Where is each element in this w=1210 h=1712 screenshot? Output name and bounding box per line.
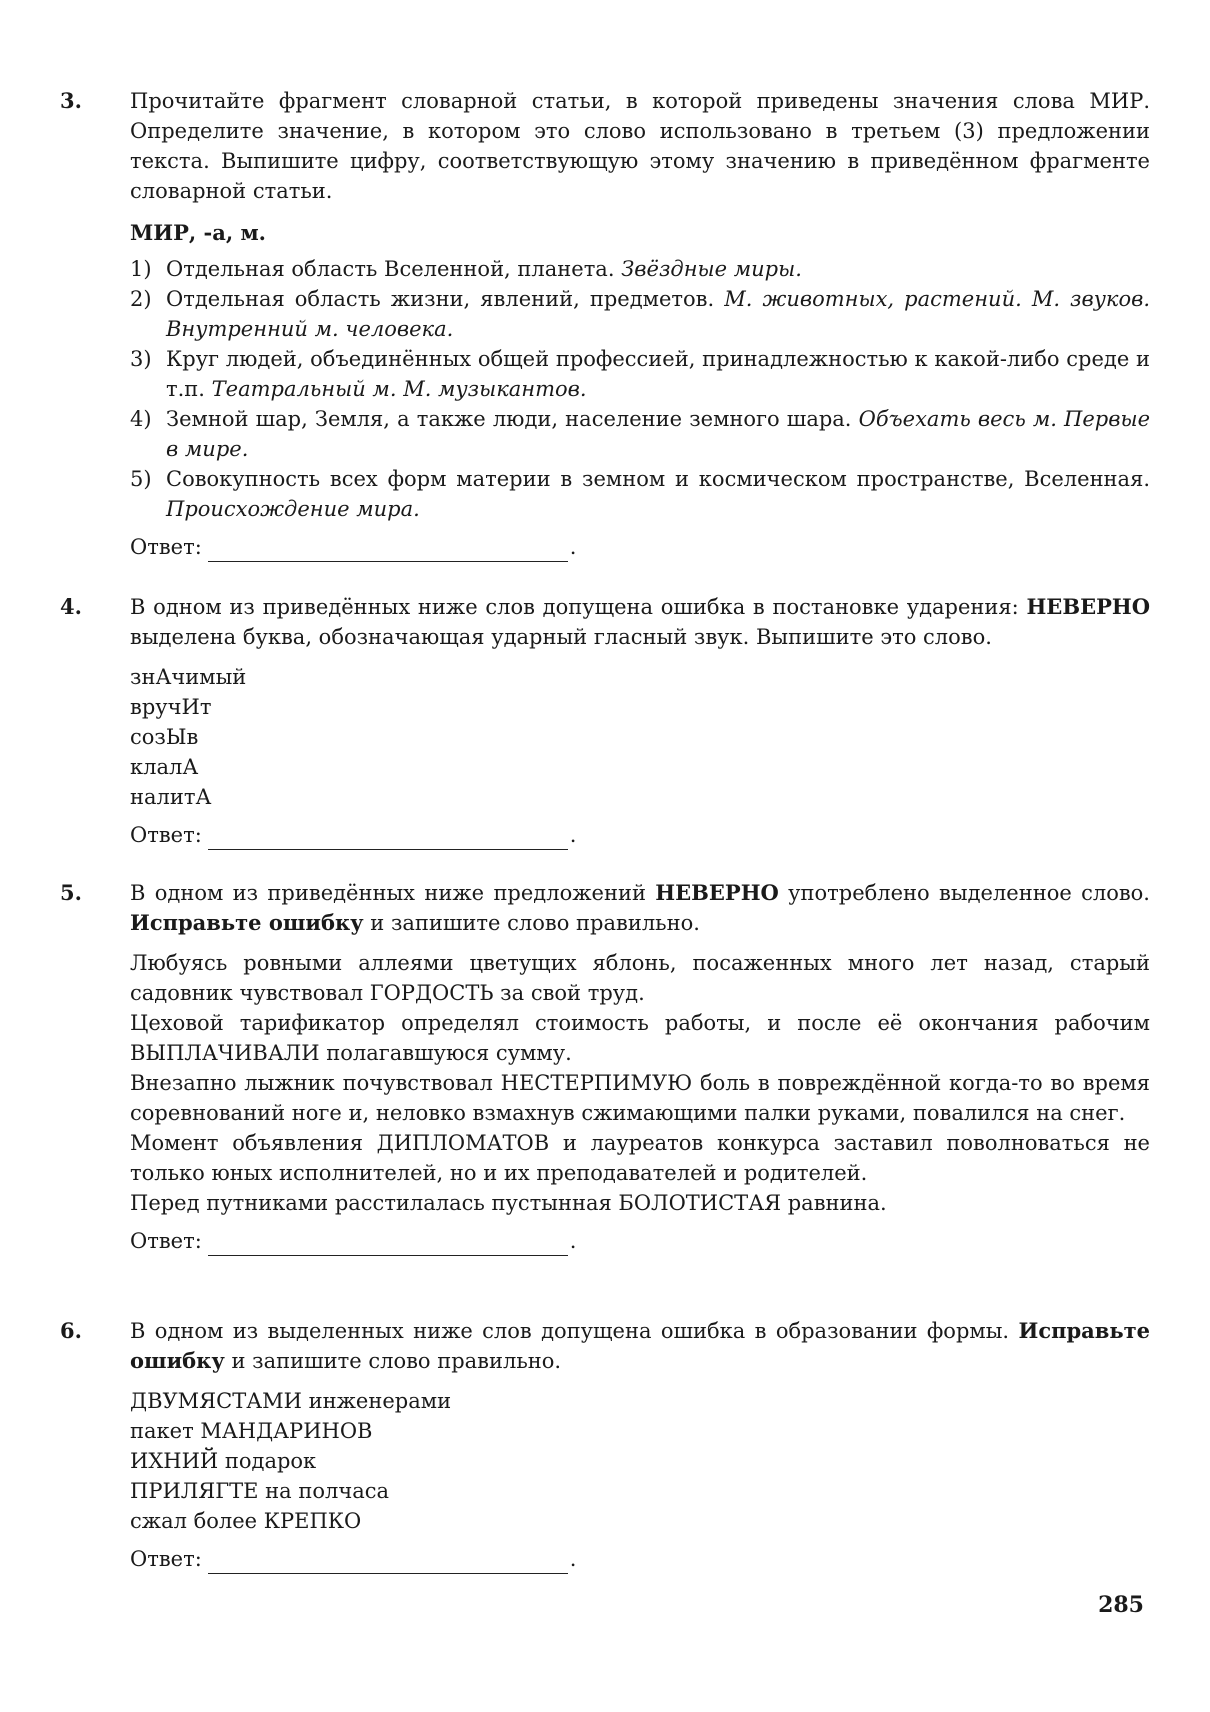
answer-field[interactable]: [208, 539, 568, 562]
list-item: ПРИЛЯГТЕ на полчаса: [130, 1479, 390, 1503]
list-item: пакет МАНДАРИНОВ: [130, 1419, 373, 1443]
meaning-item: 3) Круг людей, объединённых общей профессией, принадлежностью к какой-либо среде и т.п. Театральный м. М. музыкантов.: [130, 347, 1150, 401]
list-item: Перед путниками расстилалась пустынная БОЛОТИСТАЯ равнина.: [130, 1191, 887, 1215]
answer-field[interactable]: [208, 1551, 568, 1574]
list-item: Любуясь ровными аллеями цветущих яблонь, посаженных много лет назад, старый садовник чувствовал ГОРДОСТЬ за свой труд.: [130, 951, 1150, 1005]
list-item: налитА: [130, 785, 212, 809]
sentence-list: [130, 948, 1150, 1218]
list-item: Момент объявления ДИПЛОМАТОВ и лауреатов конкурса заставил поволноваться не только юных исполнителей, но и их преподавателей и родителей.: [130, 1131, 1150, 1185]
dictionary-lemma: МИР, -а, м.: [130, 220, 266, 245]
task-intro: В одном из выделенных ниже слов допущена ошибка в образовании формы. Исправьте ошибку и запишите слово правильно.: [130, 1318, 1150, 1373]
phrase-list: [130, 1386, 1150, 1536]
list-item: ДВУМЯСТАМИ инженерами: [130, 1389, 452, 1413]
list-item: сжал более КРЕПКО: [130, 1509, 362, 1533]
list-item: знАчимый: [130, 665, 247, 689]
task-intro: Прочитайте фрагмент словарной статьи, в которой приведены значения слова МИР. Определите значение, в котором это слово использовано в третьем (3) предложении текста. Выпишите цифру, соответствующую этому значению в приведённом фрагменте словарной статьи.: [130, 89, 1150, 203]
answer-row: Ответ: .: [130, 1544, 1150, 1574]
list-item: вручИт: [130, 695, 212, 719]
meaning-item: 2) Отдельная область жизни, явлений, предметов. М. животных, растений. М. звуков. Внутренний м. человека.: [130, 287, 1150, 341]
answer-label: Ответ:: [130, 823, 202, 847]
answer-field[interactable]: [208, 827, 568, 850]
list-item: созЫв: [130, 725, 199, 749]
task-intro: В одном из приведённых ниже слов допущена ошибка в постановке ударения: НЕВЕРНО выделена буква, обозначающая ударный гласный звук. Выпишите это слово.: [130, 594, 1150, 649]
task-number: 4.: [60, 594, 82, 619]
answer-row: Ответ: .: [130, 820, 1150, 850]
meaning-item: 5) Совокупность всех форм материи в земном и космическом пространстве, Вселенная. Происхождение мира.: [130, 467, 1150, 521]
word-list: [130, 662, 1150, 812]
meaning-item: 4) Земной шар, Земля, а также люди, население земного шара. Объехать весь м. Первые в мире.: [130, 407, 1150, 461]
task-number: 3.: [60, 88, 82, 113]
list-item: Цеховой тарификатор определял стоимость работы, и после её окончания рабочим ВЫПЛАЧИВАЛИ полагавшуюся сумму.: [130, 1011, 1150, 1065]
task-number: 5.: [60, 880, 82, 905]
answer-label: Ответ:: [130, 1229, 202, 1253]
answer-row: Ответ: .: [130, 532, 1150, 562]
answer-row: Ответ: .: [130, 1226, 1150, 1256]
task-intro: В одном из приведённых ниже предложений НЕВЕРНО употреблено выделенное слово. Исправьте ошибку и запишите слово правильно.: [130, 880, 1150, 935]
task-number: 6.: [60, 1318, 82, 1343]
meaning-item: 1) Отдельная область Вселенной, планета. Звёздные миры.: [130, 257, 802, 281]
list-item: ИХНИЙ подарок: [130, 1449, 317, 1473]
answer-label: Ответ:: [130, 535, 202, 559]
answer-label: Ответ:: [130, 1547, 202, 1571]
list-item: клалА: [130, 755, 199, 779]
answer-field[interactable]: [208, 1233, 568, 1256]
meanings-list: [130, 254, 1150, 524]
list-item: Внезапно лыжник почувствовал НЕСТЕРПИМУЮ боль в повреждённой когда-то во время соревнований ноге и, неловко взмахнув сжимающими палки руками, повалился на снег.: [130, 1071, 1150, 1125]
page-number: 285: [1098, 1592, 1144, 1618]
